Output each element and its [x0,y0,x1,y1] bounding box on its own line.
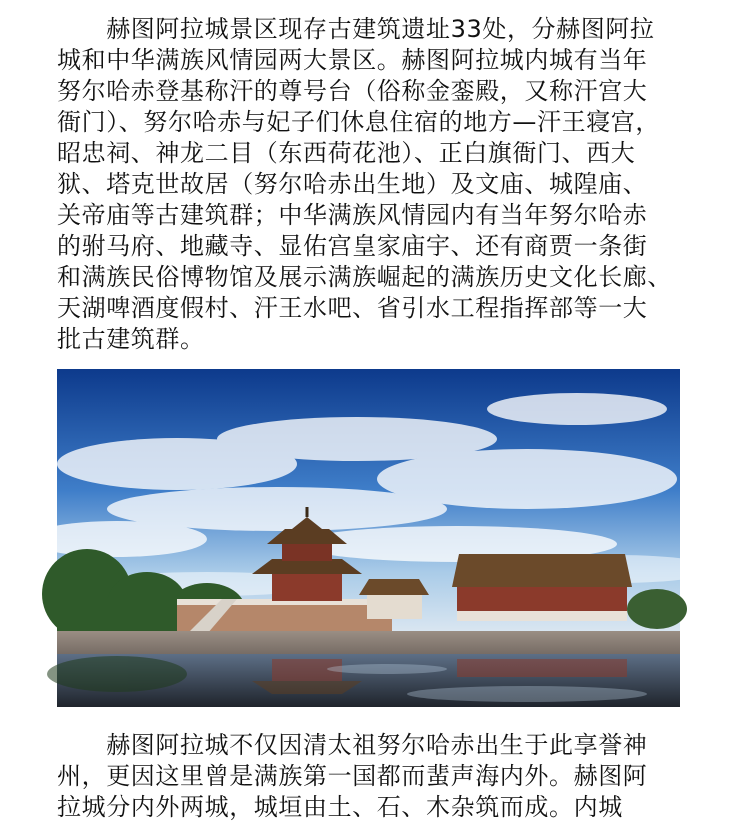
paragraph-line: 的驸马府、地藏寺、显佑宫皇家庙宇、还有商贾一条街 [57,232,648,260]
paragraph-line: 赫图阿拉城景区现存古建筑遗址33处，分赫图阿拉 [57,15,655,43]
paragraph-line: 城和中华满族风情园两大景区。赫图阿拉城内城有当年 [57,46,648,74]
paragraph-line: 昭忠祠、神龙二目（东西荷花池）、正白旗衙门、西大 [57,139,636,167]
paragraph-line: 和满族民俗博物馆及展示满族崛起的满族历史文化长廊、 [57,263,672,291]
paragraph-line: 赫图阿拉城不仅因清太祖努尔哈赤出生于此享誉神 [57,731,648,759]
intro-paragraph [57,14,687,355]
paragraph-line: 努尔哈赤登基称汗的尊号台（俗称金銮殿，又称汗宫大 [57,77,648,105]
paragraph-line: 狱、塔克世故居（努尔哈赤出生地）及文庙、城隍庙、 [57,170,648,198]
paragraph-line: 拉城分内外两城，城垣由土、石、木杂筑而成。内城 [57,793,623,821]
paragraph-line: 衙门）、努尔哈赤与妃子们休息住宿的地方—汗王寝宫， [57,108,660,136]
paragraph-line: 关帝庙等古建筑群；中华满族风情园内有当年努尔哈赤 [57,201,648,229]
paragraph-line: 州，更因这里曾是满族第一国都而蜚声海内外。赫图阿 [57,762,648,790]
landscape-photo [57,369,680,707]
paragraph-line: 天湖啤酒度假村、汗王水吧、省引水工程指挥部等一大 [57,294,648,322]
paragraph-line: 批古建筑群。 [57,325,205,353]
history-paragraph [57,730,687,823]
